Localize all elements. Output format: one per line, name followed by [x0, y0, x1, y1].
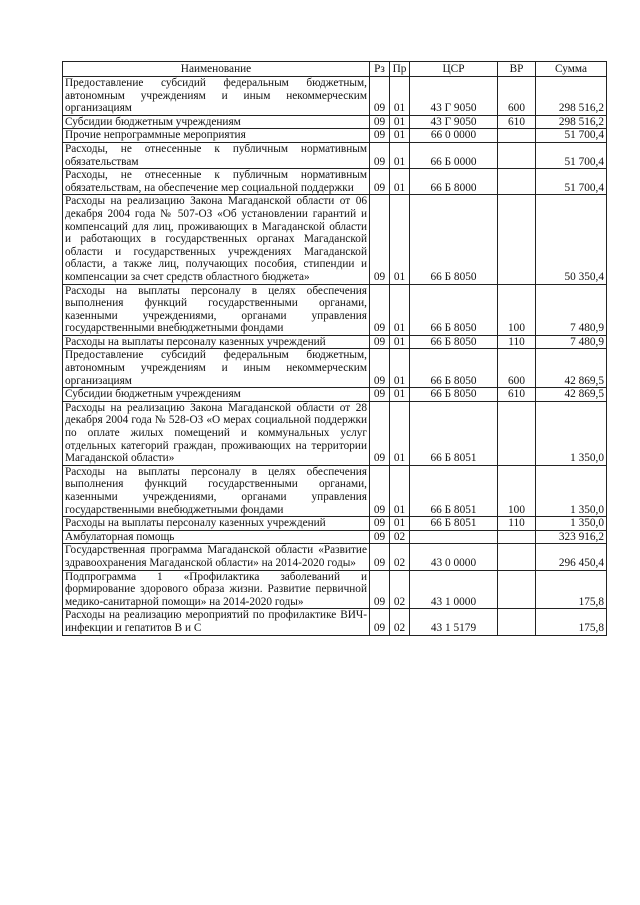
cell-name: Расходы, не отнесенные к публичным нормативным обязательствам	[63, 142, 370, 168]
cell-rz: 09	[370, 465, 390, 516]
cell-csr	[410, 530, 498, 544]
cell-sum: 175,8	[536, 570, 607, 609]
cell-pr: 01	[390, 465, 410, 516]
cell-vr: 610	[498, 115, 536, 129]
header-rz: Рз	[370, 62, 390, 77]
cell-rz: 09	[370, 195, 390, 284]
cell-name: Прочие непрограммные мероприятия	[63, 129, 370, 143]
cell-rz: 09	[370, 335, 390, 349]
table-row	[63, 388, 607, 402]
budget-table	[62, 61, 607, 636]
cell-pr: 01	[390, 388, 410, 402]
table-row	[63, 530, 607, 544]
cell-csr: 43 1 5179	[410, 609, 498, 635]
cell-name: Субсидии бюджетным учреждениям	[63, 388, 370, 402]
cell-vr: 600	[498, 349, 536, 388]
header-name: Наименование	[63, 62, 370, 77]
cell-csr: 43 Г 9050	[410, 77, 498, 116]
cell-name: Предоставление субсидий федеральным бюджетным, автономным учреждениям и иным некоммерческим организациям	[63, 77, 370, 116]
cell-pr: 01	[390, 115, 410, 129]
cell-rz: 09	[370, 284, 390, 335]
cell-pr: 01	[390, 335, 410, 349]
table-row	[63, 544, 607, 570]
cell-name: Расходы, не отнесенные к публичным нормативным обязательствам, на обеспечение мер социальной поддержки	[63, 169, 370, 195]
cell-pr: 01	[390, 284, 410, 335]
table-row	[63, 465, 607, 516]
cell-csr: 66 Б 8050	[410, 335, 498, 349]
cell-rz: 09	[370, 609, 390, 635]
cell-csr: 66 Б 8050	[410, 195, 498, 284]
header-vr: ВР	[498, 62, 536, 77]
table-row	[63, 401, 607, 465]
cell-sum: 7 480,9	[536, 335, 607, 349]
cell-csr: 66 Б 8050	[410, 349, 498, 388]
cell-vr	[498, 169, 536, 195]
cell-sum: 1 350,0	[536, 401, 607, 465]
cell-csr: 43 1 0000	[410, 570, 498, 609]
cell-pr: 01	[390, 77, 410, 116]
cell-sum: 175,8	[536, 609, 607, 635]
cell-sum: 42 869,5	[536, 349, 607, 388]
table-row	[63, 517, 607, 531]
table-row	[63, 195, 607, 284]
cell-name: Амбулаторная помощь	[63, 530, 370, 544]
cell-vr	[498, 401, 536, 465]
header-pr: Пр	[390, 62, 410, 77]
cell-vr	[498, 142, 536, 168]
cell-vr	[498, 195, 536, 284]
cell-sum: 298 516,2	[536, 77, 607, 116]
cell-sum: 50 350,4	[536, 195, 607, 284]
cell-rz: 09	[370, 77, 390, 116]
cell-name: Государственная программа Магаданской области «Развитие здравоохранения Магаданской области» на 2014-2020 годы»	[63, 544, 370, 570]
cell-sum: 51 700,4	[536, 142, 607, 168]
cell-name: Расходы на выплаты персоналу в целях обеспечения выполнения функций государственными органами, казенными учреждениями, органами управления государственными внебюджетными фондами	[63, 465, 370, 516]
cell-rz: 09	[370, 129, 390, 143]
cell-rz: 09	[370, 349, 390, 388]
table-row	[63, 115, 607, 129]
cell-sum: 298 516,2	[536, 115, 607, 129]
cell-pr: 01	[390, 129, 410, 143]
cell-vr	[498, 530, 536, 544]
cell-rz: 09	[370, 530, 390, 544]
cell-csr: 66 Б 0000	[410, 142, 498, 168]
table-row	[63, 142, 607, 168]
cell-vr: 110	[498, 517, 536, 531]
cell-csr: 43 0 0000	[410, 544, 498, 570]
cell-pr: 01	[390, 195, 410, 284]
cell-name: Расходы на выплаты персоналу в целях обеспечения выполнения функций государственными органами, казенными учреждениями, органами управления государственными внебюджетными фондами	[63, 284, 370, 335]
cell-csr: 43 Г 9050	[410, 115, 498, 129]
cell-rz: 09	[370, 517, 390, 531]
cell-csr: 66 Б 8050	[410, 284, 498, 335]
cell-rz: 09	[370, 401, 390, 465]
table-row	[63, 609, 607, 635]
cell-name: Предоставление субсидий федеральным бюджетным, автономным учреждениям и иным некоммерческим организациям	[63, 349, 370, 388]
cell-vr	[498, 129, 536, 143]
cell-sum: 51 700,4	[536, 169, 607, 195]
cell-vr	[498, 544, 536, 570]
cell-vr: 610	[498, 388, 536, 402]
cell-pr: 02	[390, 609, 410, 635]
cell-name: Расходы на выплаты персоналу казенных учреждений	[63, 517, 370, 531]
cell-rz: 09	[370, 169, 390, 195]
cell-pr: 02	[390, 544, 410, 570]
table-row	[63, 284, 607, 335]
cell-rz: 09	[370, 388, 390, 402]
cell-pr: 01	[390, 517, 410, 531]
cell-sum: 296 450,4	[536, 544, 607, 570]
cell-sum: 7 480,9	[536, 284, 607, 335]
cell-csr: 66 Б 8050	[410, 388, 498, 402]
table-row	[63, 349, 607, 388]
table-row	[63, 570, 607, 609]
cell-pr: 01	[390, 142, 410, 168]
table-row	[63, 129, 607, 143]
cell-vr: 100	[498, 284, 536, 335]
cell-csr: 66 Б 8051	[410, 465, 498, 516]
cell-csr: 66 Б 8051	[410, 401, 498, 465]
cell-csr: 66 Б 8000	[410, 169, 498, 195]
cell-pr: 02	[390, 530, 410, 544]
table-row	[63, 77, 607, 116]
cell-pr: 02	[390, 570, 410, 609]
cell-csr: 66 0 0000	[410, 129, 498, 143]
table-row	[63, 169, 607, 195]
table-header-row	[63, 62, 607, 77]
cell-sum: 1 350,0	[536, 465, 607, 516]
cell-rz: 09	[370, 570, 390, 609]
cell-pr: 01	[390, 349, 410, 388]
cell-vr: 600	[498, 77, 536, 116]
header-sum: Сумма	[536, 62, 607, 77]
cell-sum: 1 350,0	[536, 517, 607, 531]
cell-vr	[498, 609, 536, 635]
cell-rz: 09	[370, 115, 390, 129]
cell-name: Субсидии бюджетным учреждениям	[63, 115, 370, 129]
table-row	[63, 335, 607, 349]
cell-pr: 01	[390, 401, 410, 465]
cell-sum: 51 700,4	[536, 129, 607, 143]
cell-name: Расходы на реализацию мероприятий по профилактике ВИЧ-инфекции и гепатитов В и С	[63, 609, 370, 635]
cell-sum: 42 869,5	[536, 388, 607, 402]
cell-name: Расходы на реализацию Закона Магаданской области от 28 декабря 2004 года № 528-ОЗ «О мерах социальной поддержки по оплате жилых помещений и коммунальных услуг отдельных категорий граждан, проживающих на территории Магаданской области»	[63, 401, 370, 465]
cell-csr: 66 Б 8051	[410, 517, 498, 531]
header-csr: ЦСР	[410, 62, 498, 77]
cell-rz: 09	[370, 142, 390, 168]
table-body	[63, 77, 607, 636]
cell-rz: 09	[370, 544, 390, 570]
cell-pr: 01	[390, 169, 410, 195]
cell-vr: 110	[498, 335, 536, 349]
cell-name: Расходы на реализацию Закона Магаданской области от 06 декабря 2004 года № 507-ОЗ «Об установлении гарантий и компенсаций для лиц, проживающих в Магаданской области и работающих в государственных органах Магаданской области и государственных учреждениях Магаданской области, а также лиц, получающих пособия, стипендии и компенсации за счет средств областного бюджета»	[63, 195, 370, 284]
cell-vr: 100	[498, 465, 536, 516]
cell-vr	[498, 570, 536, 609]
cell-name: Расходы на выплаты персоналу казенных учреждений	[63, 335, 370, 349]
cell-sum: 323 916,2	[536, 530, 607, 544]
cell-name: Подпрограмма 1 «Профилактика заболеваний и формирование здорового образа жизни. Развитие первичной медико-санитарной помощи» на 2014-2020 годы»	[63, 570, 370, 609]
